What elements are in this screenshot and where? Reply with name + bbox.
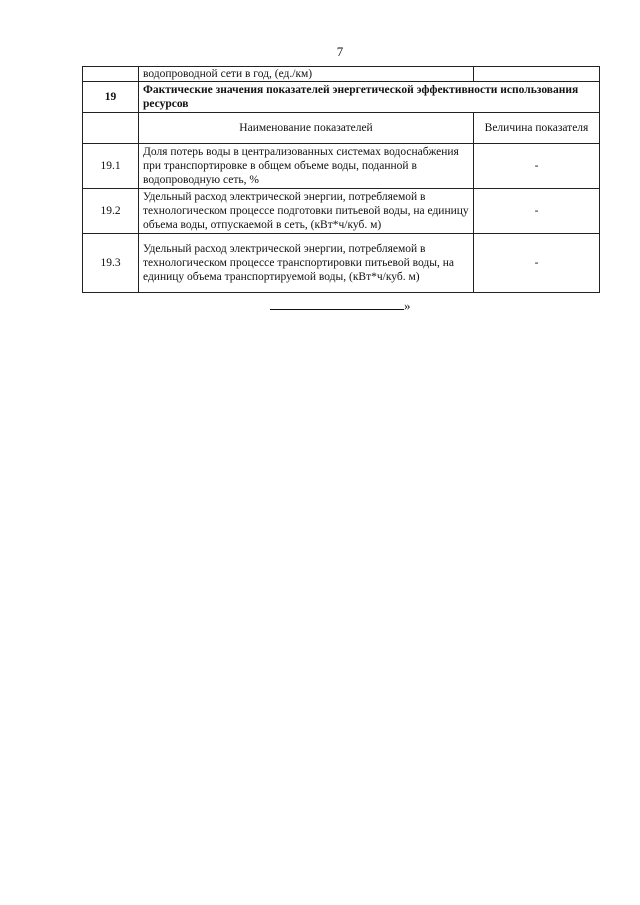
indicator-name-cell: [139, 234, 474, 293]
indicator-name-cell: [139, 144, 474, 189]
row-number-cell: [83, 67, 139, 82]
indicator-name-cell: [139, 189, 474, 234]
closing-quote: »: [404, 298, 411, 313]
indicator-name: Удельный расход электрической энергии, потребляемой в технологическом процессе транспортировки питьевой воды, на единицу объема транспортируемой воды, (кВт*ч/куб. м): [143, 243, 455, 283]
section-title-cell: [139, 82, 600, 113]
indicator-name: Доля потерь воды в централизованных системах водоснабжения при транспортировке в общем объеме воды, поданной в водопроводную сеть, %: [143, 146, 459, 186]
table-row-section: [83, 82, 600, 113]
indicator-value-cell: -: [474, 234, 600, 293]
table-row: [83, 234, 600, 293]
section-title: Фактические значения показателей энергетической эффективности использования ресурсов: [143, 84, 579, 110]
header-value-cell: [474, 113, 600, 144]
header-name-cell: Наименование показателей: [139, 113, 474, 144]
page-number: 7: [336, 44, 344, 59]
indicator-value-cell: -: [474, 189, 600, 234]
indicators-table: [82, 66, 600, 293]
table-row-header: [83, 113, 600, 144]
indicator-value-cell: -: [474, 144, 600, 189]
closing-underline: [270, 297, 404, 310]
section-number-cell: 19: [83, 82, 139, 113]
table-row-continuation: [83, 67, 600, 82]
header-value-label: Величина показателя: [484, 122, 589, 134]
indicator-name: Удельный расход электрической энергии, потребляемой в технологическом процессе подготовки питьевой воды, на единицу объема воды, отпускаемой в сеть, (кВт*ч/куб. м): [143, 191, 469, 231]
table-row: [83, 144, 600, 189]
row-number-cell: 19.1: [83, 144, 139, 189]
header-number-cell: [83, 113, 139, 144]
indicator-name-cell: водопроводной сети в год, (ед./км): [139, 67, 474, 82]
row-number-cell: 19.2: [83, 189, 139, 234]
table-row: [83, 189, 600, 234]
indicator-value-cell: [474, 67, 600, 82]
row-number-cell: 19.3: [83, 234, 139, 293]
closing-mark: [270, 297, 411, 314]
